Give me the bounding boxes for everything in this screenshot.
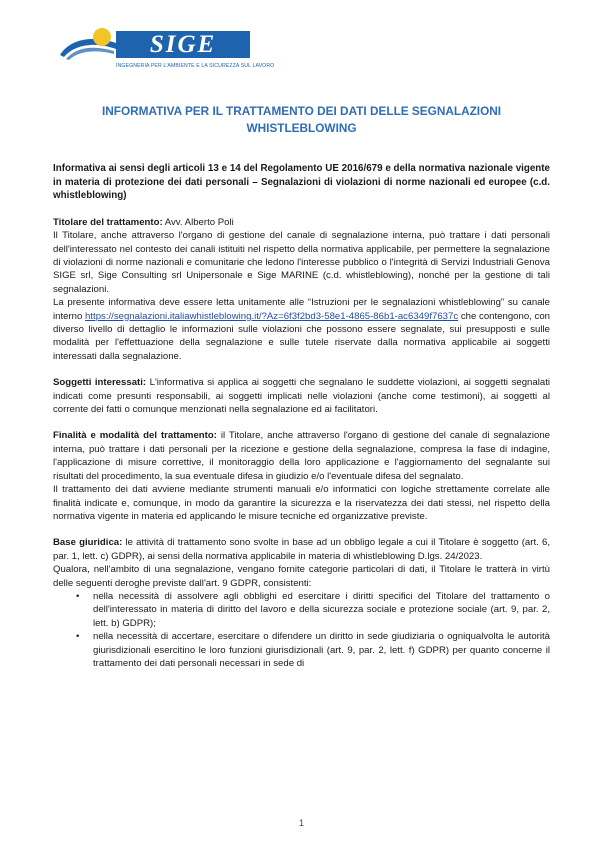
bullet-icon: • <box>76 590 80 602</box>
soggetti-text: L'informativa si applica ai soggetti che segnalano le suddette violazioni, ai soggetti segnalati indicati come presunti responsabili, ai soggetti implicati nelle violazioni (anche come testimoni), ai soggetti al corrente dei fatti o comunque menzionati nella segnalazione ed ai facilitatori. <box>53 377 550 416</box>
titolare-paragraph-2 <box>53 296 550 363</box>
list-item-text: nella necessità di assolvere agli obblighi ed esercitare i diritti specifici del Titolare del trattamento o dell'interessato in materia di diritto del lavoro e della sicurezza sociale e protezione sociale (art. 9, par. 2, lett. b) GDPR); <box>93 590 550 629</box>
title-line-2: WHISTLEBLOWING <box>246 121 357 135</box>
finalita-paragraph-2: Il trattamento dei dati avviene mediante strumenti manuali e/o informatici con logiche strettamente correlate alle finalità indicate e, comunque, in modo da garantire la sicurezza e la riservatezza dei dati stessi, nel rispetto della normativa vigente in materia ed applicando le misure tecniche ed organizzative previste. <box>53 484 550 522</box>
base-paragraph-2: Qualora, nell'ambito di una segnalazione, vengano fornite categorie particolari di dati, il Titolare le tratterà in virtù delle seguenti deroghe previste dall'art. 9 GDPR, consistenti: <box>53 564 550 589</box>
finalita-label: Finalità e modalità del trattamento: <box>53 430 217 442</box>
deroghe-list <box>53 590 550 670</box>
intro-paragraph: Informativa ai sensi degli articoli 13 e 14 del Regolamento UE 2016/679 e della normativa nazionale vigente in materia di protezione dei dati personali – Segnalazioni di violazioni di norme nazionali ed europee (c.d. whistleblowing) <box>53 163 550 202</box>
titolare-value: Avv. Alberto Poli <box>162 216 234 228</box>
document-title <box>60 103 543 137</box>
finalita-text: il Titolare, anche attraverso l'organo di gestione del canale di segnalazione interna, può trattare i dati personali per la ricezione e gestione della segnalazione, compresa la fase di indagine, l'applicazione di misure correttive, il monitoraggio della loro applicazione e l'aggiornamento del segnalante sui risultati del procedimento, la sua eventuale difesa in giudizio e/o l'eventuale difesa del segnalato. <box>53 430 550 482</box>
bullet-icon: • <box>76 631 80 643</box>
titolare-heading <box>53 216 550 229</box>
logo-tagline: INGEGNERIA PER L'AMBIENTE E LA SICUREZZA SUL LAVORO <box>116 63 275 69</box>
list-item <box>76 630 550 670</box>
base-text: le attività di trattamento sono svolte in base ad un obbligo legale a cui il Titolare è soggetto (art. 6, par. 1, lett. c) GDPR), ai sensi della normativa applicabile in materia di whistleblowing D.lgs. 24/2023. <box>53 537 550 562</box>
segnalazioni-link[interactable]: https://segnalazioni.italiawhistleblowing.it/?Az=6f3f2bd3-58e1-4865-86b1-ac6349f7637c <box>85 310 459 322</box>
title-line-1: INFORMATIVA PER IL TRATTAMENTO DEI DATI DELLE SEGNALAZIONI <box>101 104 502 118</box>
finalita-paragraph <box>53 429 550 483</box>
titolare-label: Titolare del trattamento: <box>53 216 163 228</box>
titolare-paragraph-1: Il Titolare, anche attraverso l'organo di gestione del canale di segnalazione interna, può trattare i dati personali dell'interessato nel contesto dei canali istituiti nel rispetto della normativa applicabile, per permettere la segnalazione di violazioni di norme nazionali e comunitarie che ledono l'interesse pubblico o l'integrità di Servizi Industriali Genova SIGE srl, Sige Consulting srl Unipersonale e Sige MARINE (c.d. whistleblowing), nonché per la gestione di tali segnalazioni. <box>53 230 550 295</box>
document-body <box>53 162 550 670</box>
base-label: Base giuridica: <box>53 537 123 549</box>
sige-logo <box>58 25 275 83</box>
logo-wordmark: SIGE <box>116 31 250 58</box>
titolare-p2-text-end: che contengono, con diverso livello di dettaglio le informazioni sulle violazioni che possono essere segnalate, sui presupposti e sulle modalità per l'effettuazione della segnalazione e sulle tutele riservate dalla normativa applicabile ai soggetti interessati dalla segnalazione. <box>53 310 551 362</box>
list-item <box>76 590 550 630</box>
titolare-p2-text: La presente informativa deve essere letta unitamente alle “Istruzioni per le segnalazioni whistleblowing” su canale interno <box>53 297 550 322</box>
list-item-text: nella necessità di accertare, esercitare o difendere un diritto in sede giudiziaria o ogniqualvolta le autorità giurisdizionali esercitino le loro funzioni giurisdizionali (art. 9, par. 2, lett. f) GDPR) per quanto concerne il trattamento dei dati personali necessari in sede di <box>93 631 550 669</box>
soggetti-paragraph <box>53 376 550 416</box>
base-paragraph <box>53 536 550 563</box>
page-number: 1 <box>298 818 304 828</box>
soggetti-label: Soggetti interessati: <box>53 377 147 389</box>
